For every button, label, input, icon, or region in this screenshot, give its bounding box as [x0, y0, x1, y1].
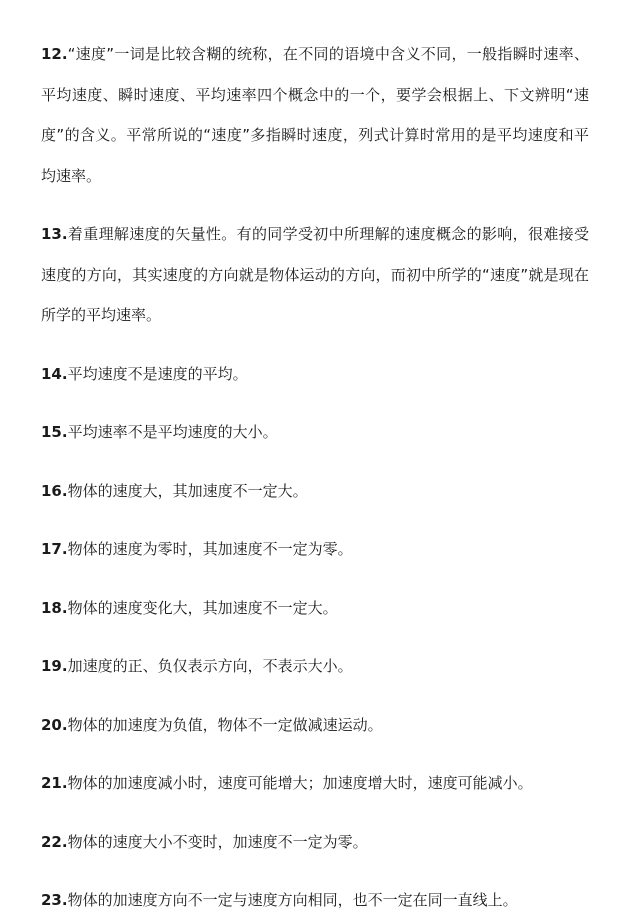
item-text: 物体的加速度方向不一定与速度方向相同，也不一定在同一直线上。: [67, 891, 518, 909]
item-text: 物体的加速度为负值，物体不一定做减速运动。: [67, 715, 383, 734]
item-number: 17.: [41, 540, 68, 558]
item-number: 15.: [41, 423, 68, 441]
list-item-22: [41, 822, 589, 863]
list-item-14: [41, 354, 589, 395]
list-item-13: [41, 214, 589, 336]
item-number: 21.: [41, 774, 68, 792]
item-text: 物体的加速度减小时，速度可能增大；加速度增大时，速度可能减小。: [67, 774, 533, 792]
item-text: 物体的速度为零时，其加速度不一定为零。: [67, 540, 353, 558]
item-text: “速度”一词是比较含糊的统称，在不同的语境中含义不同，一般指瞬时速率、平均速度、瞬时速度、平均速率四个概念中的一个，要学会根据上、下文辨明“速度”的含义。平常所说的“速度”多指瞬时速度，列式计算时常用的是平均速度和平均速率。: [41, 45, 589, 185]
list-item-19: [41, 646, 589, 687]
document-body: [41, 34, 589, 921]
item-number: 19.: [41, 657, 68, 675]
list-item-12: [41, 34, 589, 196]
item-number: 23.: [41, 891, 68, 909]
list-item-23: [41, 880, 589, 921]
item-text: 加速度的正、负仅表示方向，不表示大小。: [67, 657, 353, 675]
list-item-16: [41, 471, 589, 512]
list-item-21: [41, 763, 589, 804]
item-text: 平均速率不是平均速度的大小。: [67, 423, 278, 441]
list-item-18: [41, 588, 589, 629]
item-number: 12.: [41, 45, 68, 63]
item-text: 物体的速度大小不变时，加速度不一定为零。: [67, 832, 368, 851]
item-text: 着重理解速度的矢量性。有的同学受初中所理解的速度概念的影响，很难接受速度的方向，其实速度的方向就是物体运动的方向，而初中所学的“速度”就是现在所学的平均速率。: [41, 225, 589, 324]
item-number: 13.: [41, 225, 68, 243]
list-item-17: [41, 529, 589, 570]
item-number: 22.: [41, 832, 68, 851]
list-item-15: [41, 412, 589, 453]
item-number: 16.: [41, 481, 68, 500]
item-number: 14.: [41, 364, 68, 383]
item-text: 物体的速度大，其加速度不一定大。: [67, 481, 308, 500]
list-item-20: [41, 705, 589, 746]
item-text: 平均速度不是速度的平均。: [67, 364, 248, 383]
item-text: 物体的速度变化大，其加速度不一定大。: [67, 598, 338, 617]
item-number: 18.: [41, 598, 68, 617]
item-number: 20.: [41, 715, 68, 734]
